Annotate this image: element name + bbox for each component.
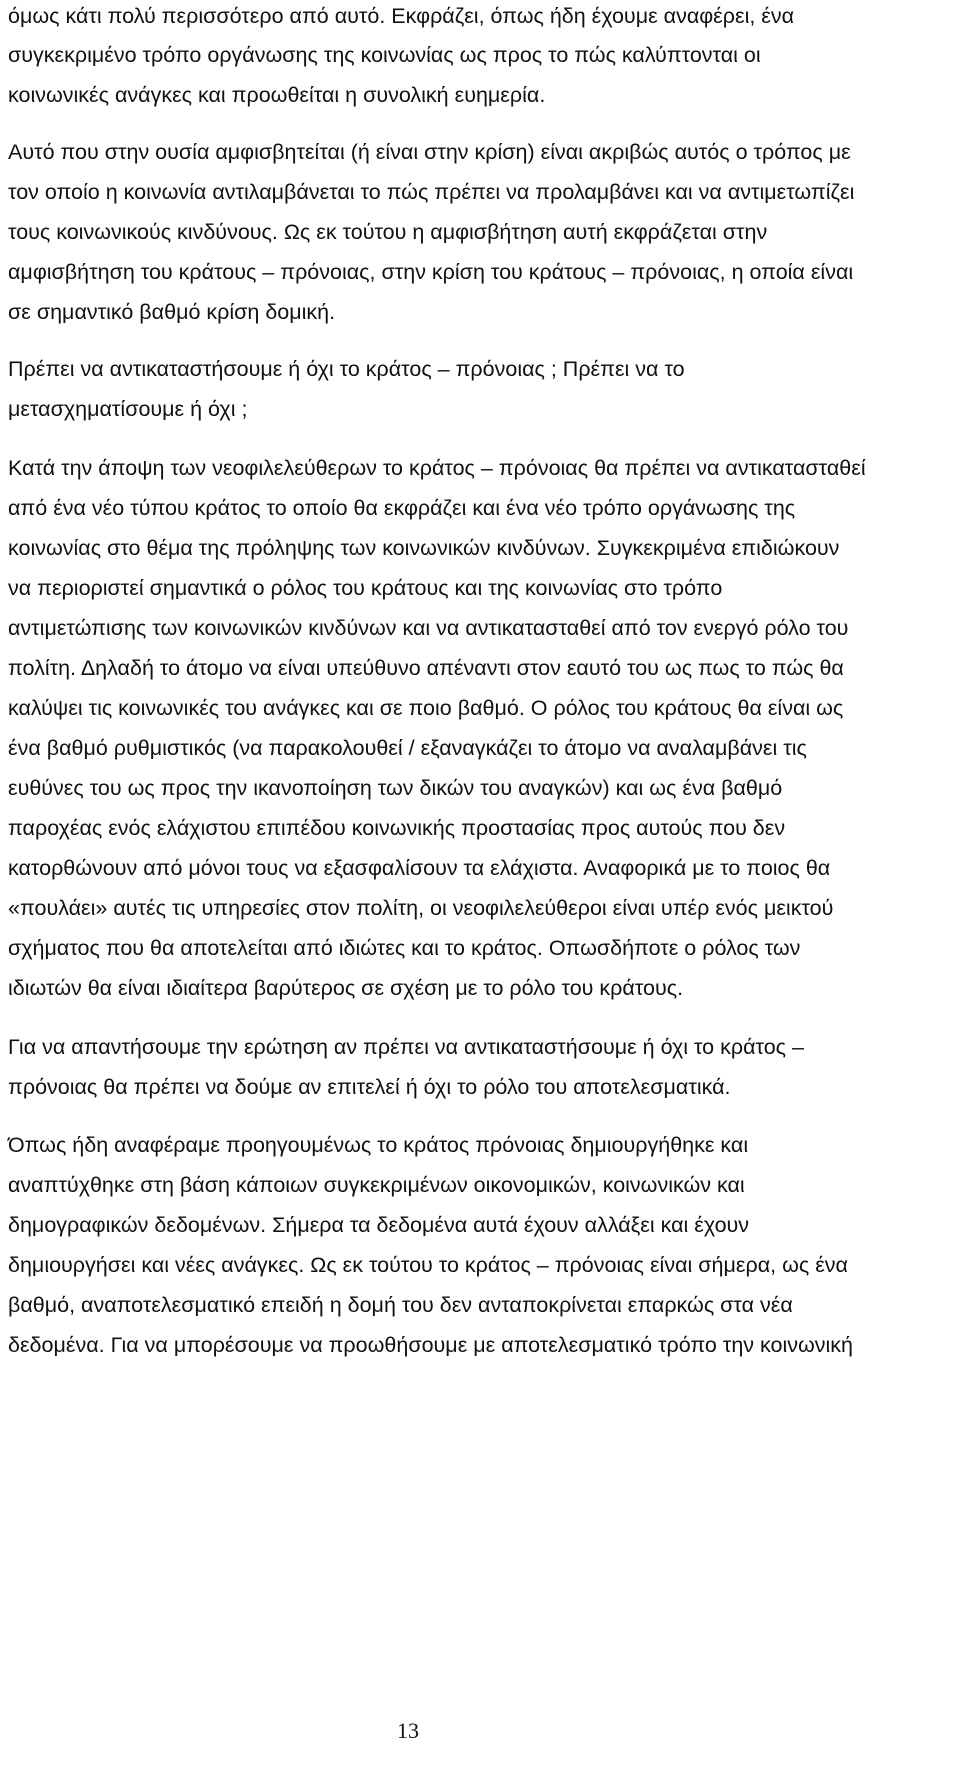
text-line: σχήματος που θα αποτελείται από ιδιώτες και το κράτος. Οπωσδήποτε ο ρόλος των [8,936,801,960]
text-line: ένα βαθμό ρυθμιστικός (να παρακολουθεί / εξαναγκάζει το άτομο να αναλαμβάνει τις [8,736,807,760]
text-line: από ένα νέο τύπου κράτος το οποίο θα εκφράζει και ένα νέο τρόπο οργάνωσης της [8,496,796,520]
text-line: τους κοινωνικούς κινδύνους. Ως εκ τούτου η αμφισβήτηση αυτή εκφράζεται στην [8,220,768,244]
text-line: δημιουργήσει και νέες ανάγκες. Ως εκ τούτου το κράτος – πρόνοιας είναι σήμερα, ως ένα [8,1253,848,1277]
text-line: αναπτύχθηκε στη βάση κάποιων συγκεκριμένων οικονομικών, κοινωνικών και [8,1173,745,1197]
text-line: Όπως ήδη αναφέραμε προηγουμένως το κράτος πρόνοιας δημιουργήθηκε και [8,1133,749,1157]
text-line: βαθμό, αναποτελεσματικό επειδή η δομή του δεν ανταποκρίνεται επαρκώς στα νέα [8,1293,793,1317]
text-line: κατορθώνουν από μόνοι τους να εξασφαλίσουν τα ελάχιστα. Αναφορικά με το ποιος θα [8,856,831,880]
text-line: παροχέας ενός ελάχιστου επιπέδου κοινωνικής προστασίας προς αυτούς που δεν [8,816,786,840]
text-line: να περιοριστεί σημαντικά ο ρόλος του κράτους και της κοινωνίας στο τρόπο [8,576,723,600]
text-line: Πρέπει να αντικαταστήσουμε ή όχι το κράτος – πρόνοιας ; Πρέπει να το [8,357,685,381]
text-line: ιδιωτών θα είναι ιδιαίτερα βαρύτερος σε σχέση με το ρόλο του κράτους. [8,976,684,1000]
text-line: δημογραφικών δεδομένων. Σήμερα τα δεδομένα αυτά έχουν αλλάξει και έχουν [8,1213,750,1237]
text-line: Για να απαντήσουμε την ερώτηση αν πρέπει να αντικαταστήσουμε ή όχι το κράτος – [8,1035,804,1059]
text-line: όμως κάτι πολύ περισσότερο από αυτό. Εκφράζει, όπως ήδη έχουμε αναφέρει, ένα [8,4,795,28]
text-line: αμφισβήτηση του κράτους – πρόνοιας, στην κρίση του κράτους – πρόνοιας, η οποία είναι [8,260,854,284]
text-line: αντιμετώπισης των κοινωνικών κινδύνων και να αντικατασταθεί από τον ενεργό ρόλο του [8,616,849,640]
text-line: «πουλάει» αυτές τις υπηρεσίες στον πολίτη, οι νεοφιλελεύθεροι είναι υπέρ ενός μεικτού [8,896,834,920]
text-line: Αυτό που στην ουσία αμφισβητείται (ή είναι στην κρίση) είναι ακριβώς αυτός ο τρόπος με [8,140,851,164]
text-line: κοινωνικές ανάγκες και προωθείται η συνολική ευημερία. [8,83,546,107]
page-number: 13 [397,1718,419,1743]
text-line: πολίτη. Δηλαδή το άτομο να είναι υπεύθυνο απέναντι στον εαυτό του ως πως το πώς θα [8,656,844,680]
text-line: τον οποίο η κοινωνία αντιλαμβάνεται το πώς πρέπει να προλαμβάνει και να αντιμετωπίζει [8,180,855,204]
text-line: συγκεκριμένο τρόπο οργάνωσης της κοινωνίας ως προς το πώς καλύπτονται οι [8,43,761,67]
text-line: πρόνοιας θα πρέπει να δούμε αν επιτελεί ή όχι το ρόλο του αποτελεσματικά. [8,1075,731,1099]
text-line: ευθύνες του ως προς την ικανοποίηση των δικών του αναγκών) και ως ένα βαθμό [8,776,783,800]
text-line: μετασχηματίσουμε ή όχι ; [8,397,248,421]
text-line: δεδομένα. Για να μπορέσουμε να προωθήσουμε με αποτελεσματικό τρόπο την κοινωνική [8,1333,853,1357]
text-line: κοινωνίας στο θέμα της πρόληψης των κοινωνικών κινδύνων. Συγκεκριμένα επιδιώκουν [8,536,840,560]
text-line: Κατά την άποψη των νεοφιλελεύθερων το κράτος – πρόνοιας θα πρέπει να αντικατασταθεί [8,456,866,480]
text-line: σε σημαντικό βαθμό κρίση δομική. [8,300,336,324]
text-line: καλύψει τις κοινωνικές του ανάγκες και σε ποιο βαθμό. Ο ρόλος του κράτους θα είναι ως [8,696,844,720]
